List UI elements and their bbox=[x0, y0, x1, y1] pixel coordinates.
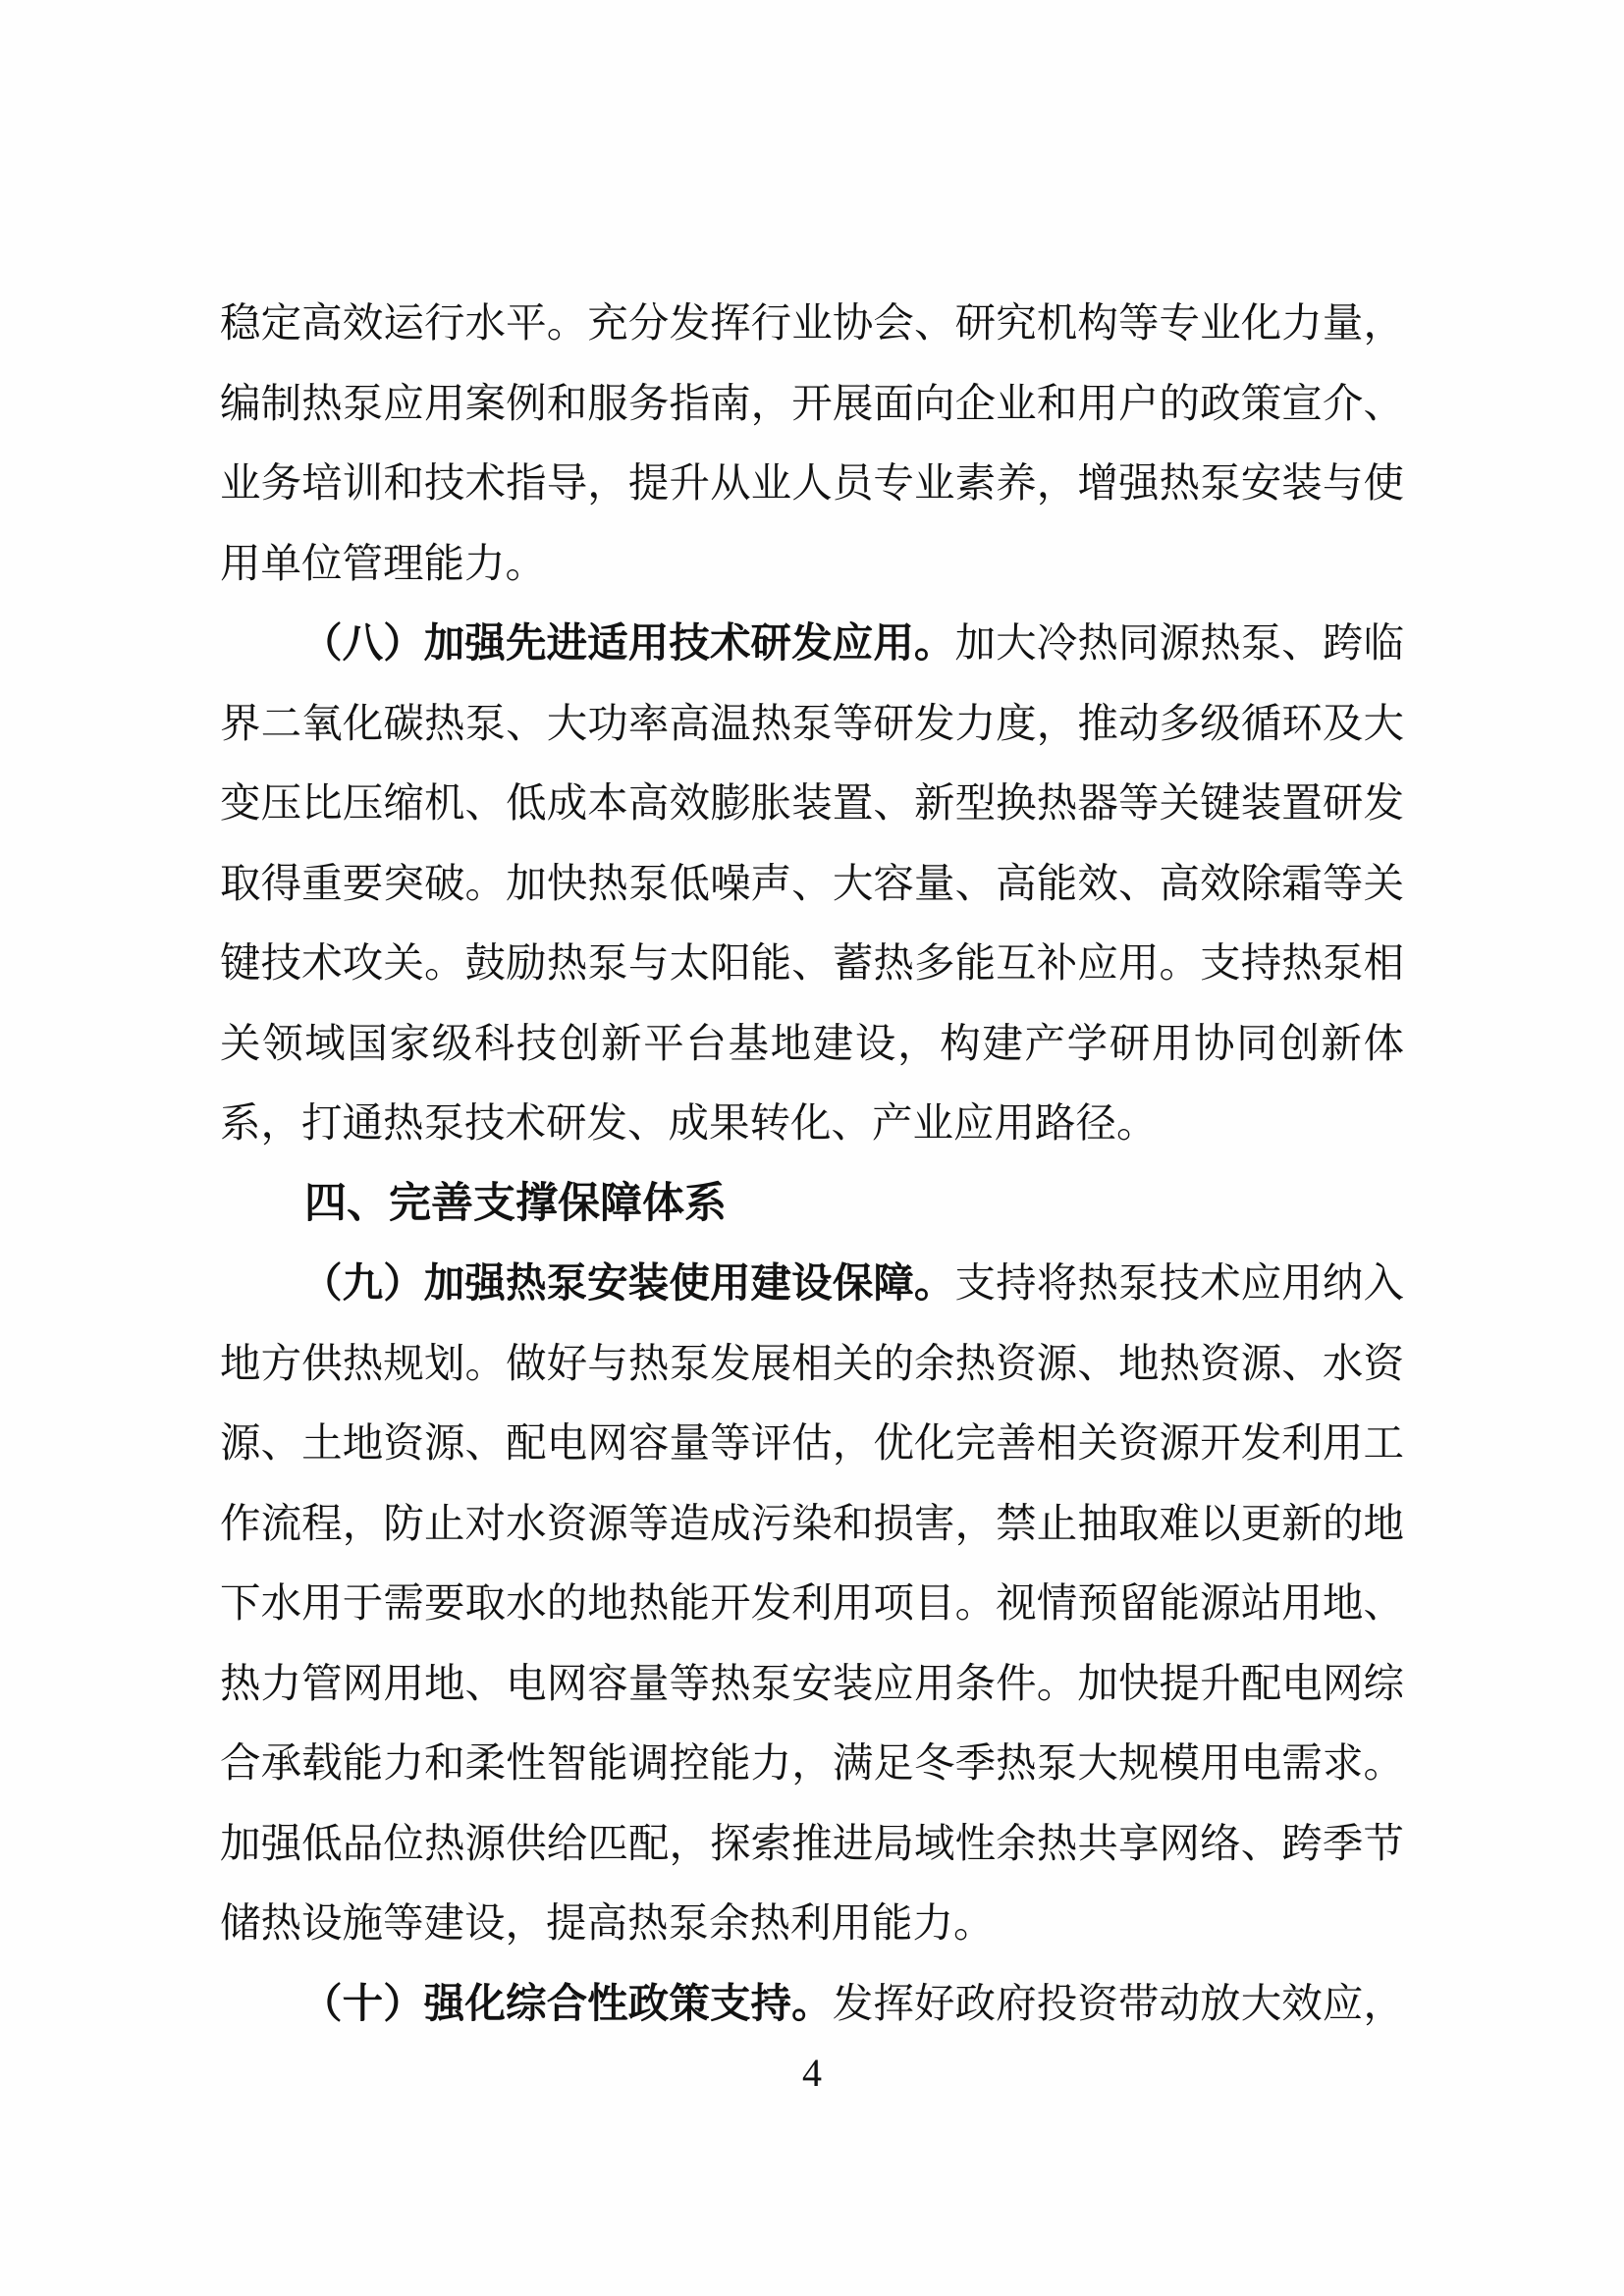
text-line: 源、土地资源、配电网容量等评估，优化完善相关资源开发利用工 bbox=[220, 1420, 1404, 1466]
line-text: 加大冷热同源热泵、跨临 bbox=[954, 620, 1404, 666]
text-line-paragraph-end: 用单位管理能力。 bbox=[220, 540, 547, 586]
paragraph-lead: （八）加强先进适用技术研发应用。 bbox=[301, 620, 955, 666]
line-text: 发挥好政府投资带动放大效应， bbox=[832, 1980, 1404, 2026]
text-line: 稳定高效运行水平。充分发挥行业协会、研究机构等专业化力量， bbox=[220, 300, 1404, 346]
paragraph-lead-line bbox=[220, 1244, 1404, 1324]
text-line: 加强低品位热源供给匹配，探索推进局域性余热共享网络、跨季节 bbox=[220, 1820, 1404, 1866]
document-body bbox=[220, 284, 1404, 2044]
text-line: 下水用于需要取水的地热能开发利用项目。视情预留能源站用地、 bbox=[220, 1580, 1404, 1626]
paragraph-lead: （九）加强热泵安装使用建设保障。 bbox=[301, 1260, 955, 1306]
text-line-paragraph-end: 储热设施等建设，提高热泵余热利用能力。 bbox=[220, 1900, 995, 1946]
text-line: 取得重要突破。加快热泵低噪声、大容量、高能效、高效除霜等关 bbox=[220, 860, 1404, 906]
paragraph-lead-line bbox=[220, 1964, 1404, 2045]
text-line: 热力管网用地、电网容量等热泵安装应用条件。加快提升配电网综 bbox=[220, 1660, 1404, 1706]
text-line: 编制热泵应用案例和服务指南，开展面向企业和用户的政策宣介、 bbox=[220, 380, 1404, 426]
text-line: 业务培训和技术指导，提升从业人员专业素养，增强热泵安装与使 bbox=[220, 460, 1404, 506]
paragraph-lead: （十）强化综合性政策支持。 bbox=[301, 1980, 833, 2026]
text-line: 合承载能力和柔性智能调控能力，满足冬季热泵大规模用电需求。 bbox=[220, 1740, 1404, 1786]
line-text: 支持将热泵技术应用纳入 bbox=[954, 1260, 1404, 1306]
paragraph-lead-line bbox=[220, 604, 1404, 684]
text-line-paragraph-end: 系，打通热泵技术研发、成果转化、产业应用路径。 bbox=[220, 1100, 1158, 1146]
section-heading: 四、完善支撑保障体系 bbox=[304, 1179, 727, 1227]
text-line: 键技术攻关。鼓励热泵与太阳能、蓄热多能互补应用。支持热泵相 bbox=[220, 940, 1404, 986]
text-line: 界二氧化碳热泵、大功率高温热泵等研发力度，推动多级循环及大 bbox=[220, 700, 1404, 746]
text-line: 地方供热规划。做好与热泵发展相关的余热资源、地热资源、水资 bbox=[220, 1340, 1404, 1386]
text-line: 变压比压缩机、低成本高效膨胀装置、新型换热器等关键装置研发 bbox=[220, 780, 1404, 826]
page-number: 4 bbox=[802, 2051, 822, 2095]
text-line: 作流程，防止对水资源等造成污染和损害，禁止抽取难以更新的地 bbox=[220, 1500, 1404, 1546]
text-line: 关领域国家级科技创新平台基地建设，构建产学研用协同创新体 bbox=[220, 1020, 1404, 1066]
